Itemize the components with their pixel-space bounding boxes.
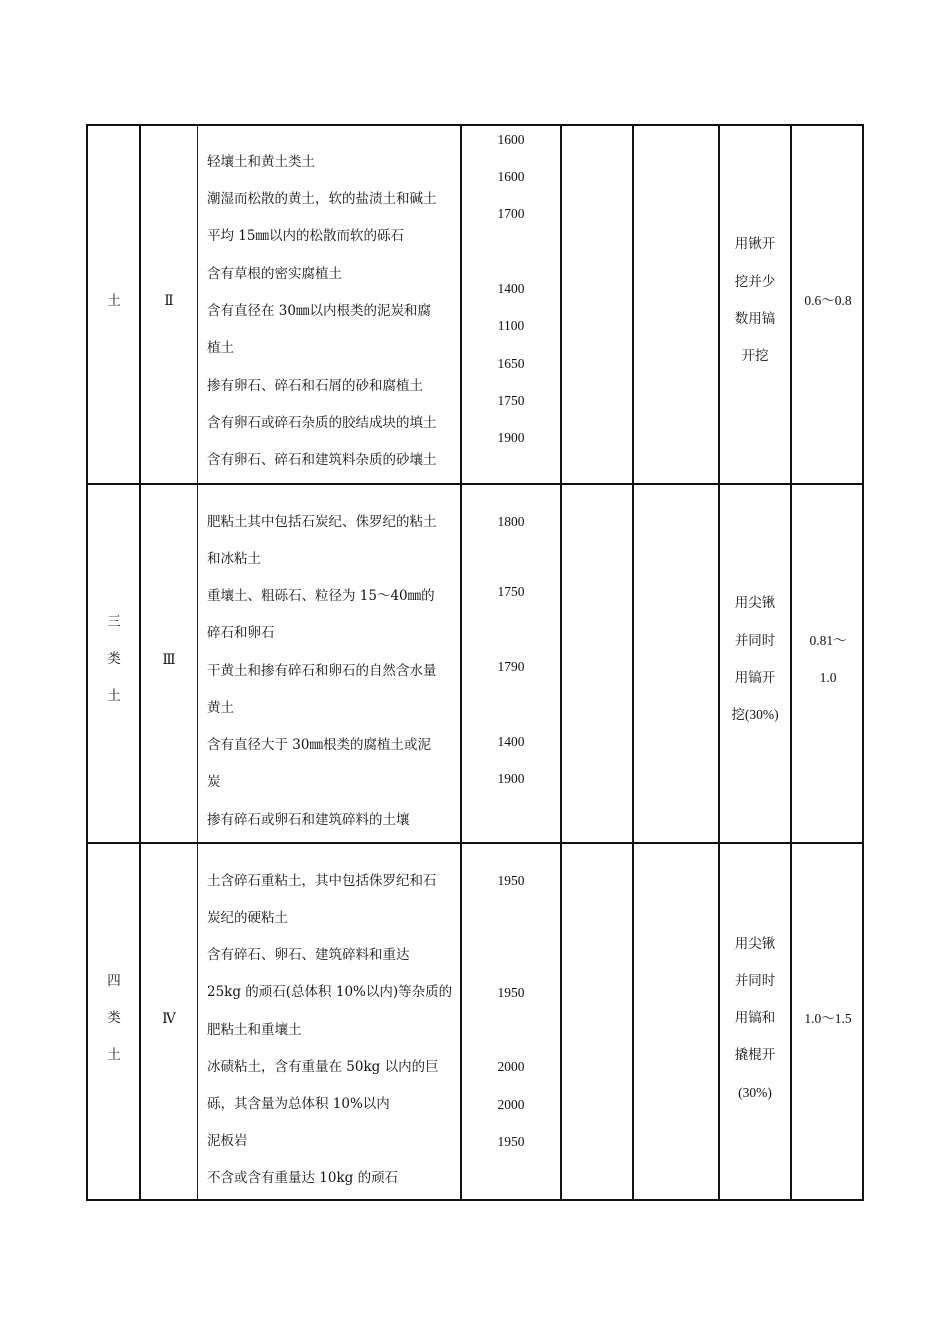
- soil-description: 含有卵石或碎石杂质的胶结成块的填土: [207, 415, 437, 431]
- soil-description: 含有草根的密实腐植土: [207, 266, 342, 282]
- density-value: 1950: [497, 873, 525, 888]
- density-value: 1950: [497, 985, 525, 1000]
- excavation-method: 用尖锹: [734, 936, 776, 952]
- soil-description: 植土: [207, 340, 234, 356]
- density-value: 1100: [497, 318, 525, 333]
- soil-category-char: 类: [107, 1010, 121, 1026]
- density-value: 1950: [497, 1134, 525, 1149]
- density-value: 1600: [497, 132, 525, 147]
- soil-category-char: 四: [107, 973, 121, 989]
- density-value: 1900: [497, 771, 525, 786]
- loosening-coefficient: 1.0: [819, 670, 837, 685]
- soil-description: 冰碛粘土，含有重量在 50kg 以内的巨: [207, 1059, 439, 1075]
- soil-description: 重壤土、粗砾石、粒径为 15～40㎜的: [207, 588, 435, 604]
- excavation-method: 开挖: [741, 348, 769, 364]
- excavation-method: 挖并少: [734, 274, 776, 290]
- soil-description: 黄土: [207, 700, 234, 716]
- density-value: 2000: [497, 1059, 525, 1074]
- soil-description: 含有碎石、卵石、建筑碎料和重达: [207, 947, 410, 963]
- density-value: 1400: [497, 281, 525, 296]
- soil-category-char: 土: [107, 1047, 121, 1063]
- soil-grade: Ⅳ: [162, 1011, 176, 1027]
- excavation-method: 并同时: [734, 633, 776, 649]
- density-value: 1400: [497, 734, 525, 749]
- soil-grade: Ⅱ: [164, 293, 174, 309]
- soil-description: 轻壤土和黄土类土: [207, 154, 315, 170]
- excavation-method: 用镐和: [734, 1010, 776, 1026]
- soil-category-char: 土: [107, 688, 121, 704]
- soil-description: 肥粘土其中包括石炭纪、侏罗纪的粘土: [207, 514, 437, 530]
- soil-description: 碎石和卵石: [207, 625, 275, 641]
- loosening-coefficient: 0.81～: [809, 633, 847, 648]
- excavation-method: 并同时: [734, 973, 776, 989]
- density-value: 1650: [497, 356, 525, 371]
- soil-classification-table: [86, 124, 864, 1201]
- loosening-coefficient: 0.6～0.8: [804, 293, 852, 308]
- density-value: 1800: [497, 514, 525, 529]
- density-value: 1900: [497, 430, 525, 445]
- excavation-method: (30%): [738, 1085, 772, 1100]
- soil-category-char: 三: [107, 614, 121, 630]
- soil-description: 潮湿而松散的黄土，软的盐渍土和碱土: [207, 191, 437, 207]
- soil-description: 肥粘土和重壤土: [207, 1022, 302, 1038]
- soil-description: 和冰粘土: [207, 551, 261, 567]
- excavation-method: 用锹开: [734, 236, 776, 252]
- soil-description: 土含碎石重粘土，其中包括侏罗纪和石: [207, 873, 437, 889]
- soil-description: 干黄土和掺有碎石和卵石的自然含水量: [207, 663, 437, 679]
- soil-description: 含有直径在 30㎜以内根类的泥炭和腐: [207, 303, 431, 319]
- table-row: [88, 126, 862, 1201]
- soil-description: 25kg 的顽石(总体积 10%以内)等杂质的: [207, 984, 453, 1000]
- soil-description: 平均 15㎜以内的松散而软的砾石: [207, 228, 404, 244]
- excavation-method: 用尖锹: [734, 595, 776, 611]
- density-value: 1700: [497, 206, 525, 221]
- soil-description: 掺有碎石或卵石和建筑碎料的土壤: [207, 812, 410, 828]
- soil-grade: Ⅲ: [162, 652, 176, 668]
- density-value: 1750: [497, 584, 525, 599]
- soil-description: 含有卵石、碎石和建筑料杂质的砂壤土: [207, 452, 437, 468]
- excavation-method: 用镐开: [734, 670, 776, 686]
- density-value: 1750: [497, 393, 525, 408]
- soil-category-char: 类: [107, 651, 121, 667]
- loosening-coefficient: 1.0～1.5: [804, 1011, 852, 1026]
- density-value: 1600: [497, 169, 525, 184]
- soil-category: 土: [107, 293, 121, 309]
- density-value: 2000: [497, 1097, 525, 1112]
- soil-description: 炭: [207, 774, 221, 790]
- soil-description: 掺有卵石、碎石和石屑的砂和腐植土: [207, 378, 423, 394]
- density-value: 1790: [497, 659, 525, 674]
- soil-description: 含有直径大于 30㎜根类的腐植土或泥: [207, 737, 431, 753]
- soil-description: 不含或含有重量达 10kg 的顽石: [207, 1170, 399, 1186]
- soil-description: 泥板岩: [207, 1133, 248, 1149]
- excavation-method: 撬棍开: [734, 1047, 776, 1063]
- soil-description: 砾，其含量为总体积 10%以内: [207, 1096, 390, 1112]
- soil-description: 炭纪的硬粘土: [207, 910, 288, 926]
- excavation-method: 挖(30%): [731, 707, 779, 722]
- excavation-method: 数用镐: [734, 311, 776, 327]
